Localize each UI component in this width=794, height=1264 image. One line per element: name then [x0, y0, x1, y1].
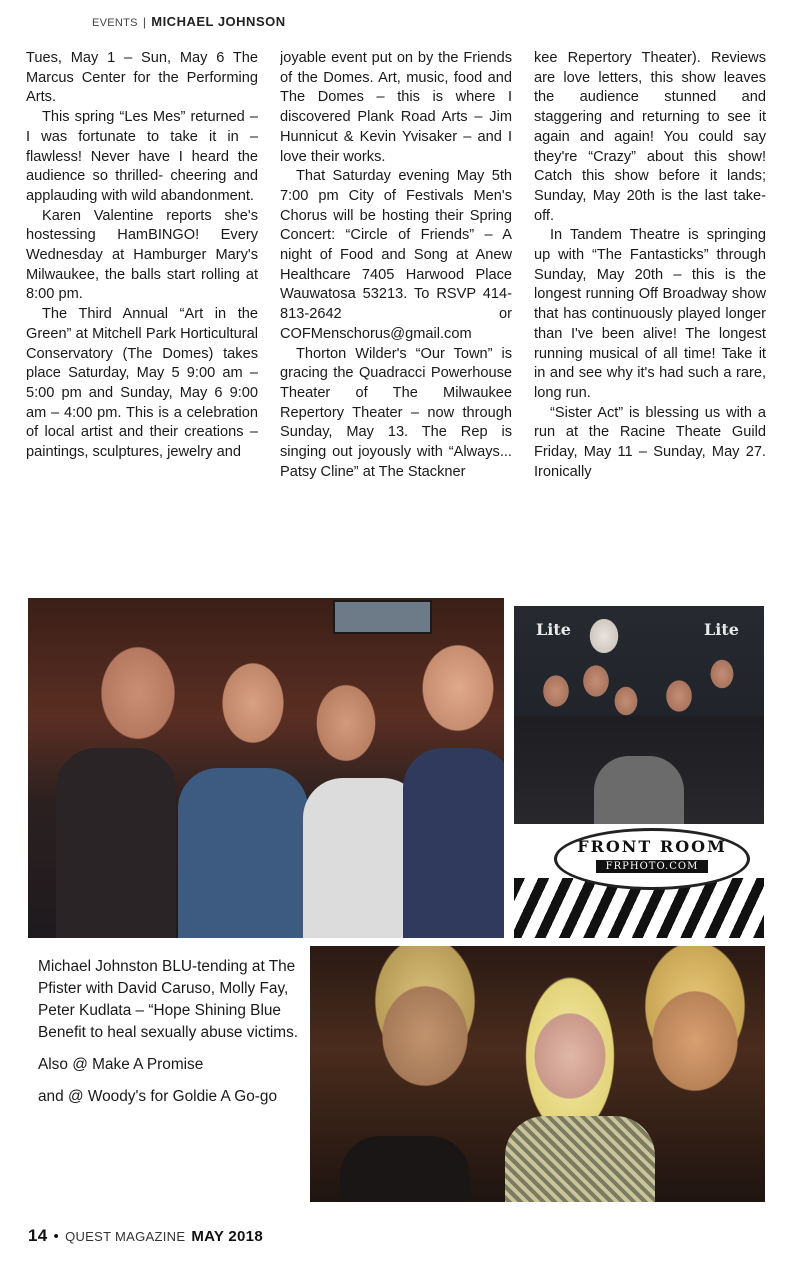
person-silhouette [56, 748, 176, 938]
person-silhouette [403, 748, 504, 938]
lite-sign: Lite [704, 620, 739, 639]
drag-queens-photo [310, 946, 765, 1202]
tv-screen [333, 600, 432, 634]
group-photo-front-room [514, 606, 764, 938]
lite-sign: Lite [536, 620, 571, 639]
page-number: 14 [28, 1226, 48, 1245]
article-paragraph: This spring “Les Mes” returned – I was fortunate to take it in – flawless! Never have I heard the audience so thrilled- cheering and applauding with wild abandonment. [26, 109, 258, 204]
article-column-2 [280, 49, 512, 589]
header-separator: | [142, 15, 147, 29]
badge-title: FRONT ROOM [577, 837, 727, 856]
magazine-name: QUEST MAGAZINE [65, 1229, 186, 1244]
page-header [92, 14, 286, 29]
photo-caption [38, 956, 302, 1118]
group-photo-pfister [28, 598, 504, 938]
article-paragraph: Karen Valentine reports she's hostessing HamBINGO! Every Wednesday at Hamburger Mary's Milwaukee, the balls start rolling at 8:00 pm. [26, 207, 258, 303]
badge-website: FRPHOTO.COM [596, 860, 709, 873]
article-column-1 [26, 49, 258, 589]
section-label: EVENTS [92, 17, 138, 29]
article-columns [26, 49, 766, 589]
article-paragraph: Tues, May 1 – Sun, May 6 The Marcus Center for the Performing Arts. [26, 50, 258, 106]
article-paragraph: The Third Annual “Art in the Green” at Mitchell Park Horticultural Conservatory (The Domes) takes place Saturday, May 5 9:00 am – 5:00 pm and Sunday, May 6 9:00 am – 4:00 pm. This is a celebration of local artist and their creations – paintings, sculptures, jewelry and [26, 306, 258, 461]
article-column-3 [534, 49, 766, 589]
person-silhouette [340, 1136, 470, 1202]
issue-date: MAY 2018 [191, 1228, 263, 1245]
sequin-dress [505, 1116, 655, 1202]
front-room-badge [554, 828, 750, 890]
caption-line: and @ Woody's for Goldie A Go-go [38, 1088, 278, 1105]
page-footer [28, 1226, 263, 1246]
person-silhouette [178, 768, 308, 938]
author-name: MICHAEL JOHNSON [151, 14, 286, 29]
article-paragraph: Thorton Wilder's “Our Town” is gracing the Quadracci Powerhouse Theater of The Milwaukee Repertory Theater – now through Sunday, May 13. The Rep is singing out joyously with “Always... Patsy Cline” at The Stackner [280, 345, 512, 480]
article-paragraph: That Saturday evening May 5th 7:00 pm City of Festivals Men's Chorus will be hosting their Spring Concert: “Circle of Friends” – A night of Food and Song at Anew Healthcare 7405 Harwood Place Wauwatosa 53213. To RSVP 414-813-2642 or COFMenschorus@gmail.com [280, 168, 512, 342]
article-paragraph: “Sister Act” is blessing us with a run at the Racine Theate Guild Friday, May 11 – Sunday, May 27. Ironically [534, 404, 766, 480]
article-paragraph: kee Repertory Theater). Reviews are love letters, this show leaves the audience stunned and staggering and returning to see it again and again! You could say they're “Crazy” about this show! Catch this show before it lands; Sunday, May 20th is the last take-off. [534, 50, 766, 224]
caption-line: Also @ Make A Promise [38, 1056, 204, 1073]
footer-bullet: • [53, 1228, 60, 1245]
article-paragraph: In Tandem Theatre is springing up with “The Fantasticks” through Sunday, May 20th – this is the longest running Off Broadway show that has continuously played longer than I've been alive! The longest running musical of all time! Take it in and see why it's had such a rare, long run. [534, 227, 766, 401]
article-paragraph: joyable event put on by the Friends of the Domes. Art, music, food and The Domes – this is where I discovered Plank Road Arts – Jim Hunnicut & Kevin Yvisaker – and I love their works. [280, 50, 512, 165]
caption-line: Michael Johnston BLU-tending at The Pfister with David Caruso, Molly Fay, Peter Kudlata – “Hope Shining Blue Benefit to heal sexually abuse victims. [38, 958, 299, 1041]
